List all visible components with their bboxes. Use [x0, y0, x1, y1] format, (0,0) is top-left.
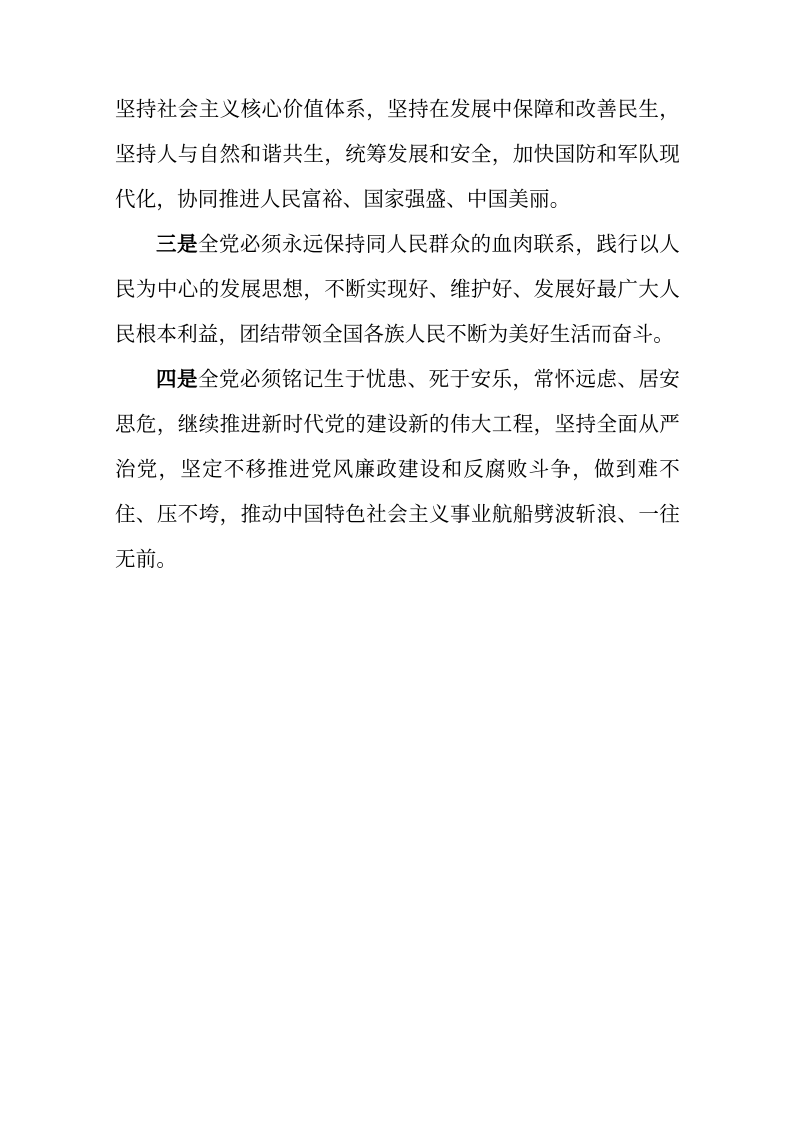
paragraph-3-lead: 四是 — [156, 369, 198, 391]
document-body — [115, 88, 680, 583]
paragraph-2 — [115, 223, 680, 358]
paragraph-1 — [115, 88, 680, 223]
paragraph-2-text: 全党必须永远保持同人民群众的血肉联系，践行以人民为中心的发展思想，不断实现好、维护好、发展好最广大人民根本利益，团结带领全国各族人民不断为美好生活而奋斗。 — [115, 234, 680, 346]
paragraph-1-text: 坚持社会主义核心价值体系，坚持在发展中保障和改善民生，坚持人与自然和谐共生，统筹发展和安全，加快国防和军队现代化，协同推进人民富裕、国家强盛、中国美丽。 — [115, 99, 680, 211]
paragraph-2-lead: 三是 — [156, 234, 198, 256]
paragraph-3-text: 全党必须铭记生于忧患、死于安乐，常怀远虑、居安思危，继续推进新时代党的建设新的伟大工程，坚持全面从严治党，坚定不移推进党风廉政建设和反腐败斗争，做到难不住、压不垮，推动中国特色社会主义事业航船劈波斩浪、一往无前。 — [115, 369, 680, 571]
paragraph-3 — [115, 358, 680, 583]
